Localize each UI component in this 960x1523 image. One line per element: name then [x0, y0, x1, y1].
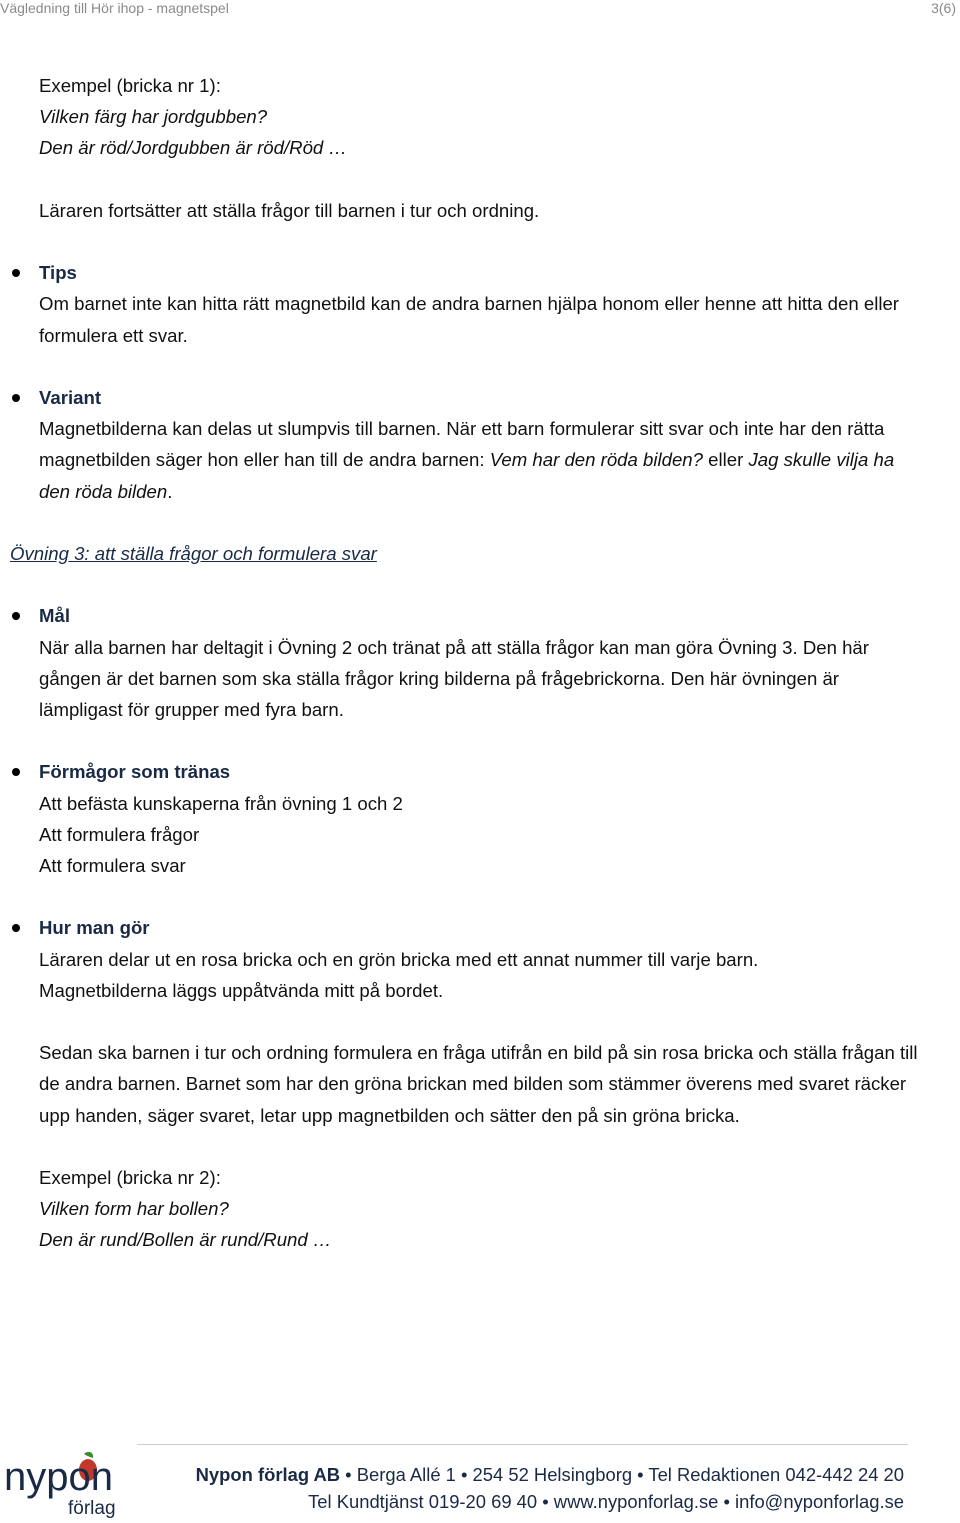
logo-text-top: nypon — [4, 1455, 113, 1499]
tips-text: Om barnet inte kan hitta rätt magnetbild kan de andra barnen hjälpa honom eller henne att hitta den eller formulera ett svar. — [39, 293, 899, 346]
mal-heading: Mål — [39, 600, 919, 631]
document-title: Vägledning till Hör ihop - magnetspel — [0, 0, 229, 16]
formagor-item: Att formulera frågor — [39, 823, 200, 845]
page-number: 3(6) — [931, 0, 956, 16]
page-header — [0, 0, 960, 18]
hur-heading: Hur man gör — [39, 912, 919, 943]
hur-line-2: Magnetbilderna läggs uppåtvända mitt på bordet. — [39, 979, 444, 1001]
footer-divider — [137, 1444, 908, 1445]
footer-line-2: Tel Kundtjänst 019-20 69 40 • www.nyponforlag.se • info@nyponforlag.se — [308, 1491, 904, 1512]
example-question: Vilken färg har jordgubben? — [39, 106, 268, 128]
example-2-answer: Den är rund/Bollen är rund/Rund … — [39, 1229, 332, 1251]
hur-line-1: Läraren delar ut en rosa bricka och en grön bricka med ett annat nummer till varje barn. — [39, 948, 759, 970]
hur-paragraph: Sedan ska barnen i tur och ordning formulera en fråga utifrån en bild på sin rosa bricka och ställa frågan till de andra barnen. Barnet som har den gröna brickan med bilden som stämmer överens med svaret räcker upp handen, säger svaret, letar upp magnetbilden och sätter den på sin gröna bricka. — [39, 1042, 918, 1126]
footer-address: • Berga Allé 1 • 254 52 Helsingborg • Tel Redaktionen 042-442 24 20 — [340, 1464, 904, 1485]
variant-heading: Variant — [39, 382, 919, 413]
nypon-logo — [2, 1450, 130, 1520]
footer-line-1 — [196, 1464, 904, 1486]
example-answer: Den är röd/Jordgubben är röd/Röd … — [39, 137, 348, 159]
variant-text: Magnetbilderna kan delas ut slumpvis till barnen. När ett barn formulerar sitt svar och inte har den rätta magnetbilden säger hon eller han till de andra barnen: Vem har den röda bilden? eller Jag skulle vilja ha den röda bilden. — [39, 418, 895, 502]
example-2-question: Vilken form har bollen? — [39, 1198, 229, 1220]
page-content — [10, 70, 919, 1256]
formagor-item: Att formulera svar — [39, 854, 186, 876]
tips-heading: Tips — [39, 257, 919, 288]
logo-text-bottom: förlag — [68, 1498, 116, 1519]
footer-brand: Nypon förlag AB — [195, 1464, 341, 1485]
formagor-heading: Förmågor som tränas — [39, 756, 919, 787]
formagor-item: Att befästa kunskaperna från övning 1 och 2 — [39, 792, 403, 814]
example-label: Exempel (bricka nr 1): — [39, 75, 221, 96]
section-heading-ovning3: Övning 3: att ställa frågor och formulera svar — [10, 542, 377, 564]
example-2-label: Exempel (bricka nr 2): — [39, 1166, 221, 1188]
continue-text: Läraren fortsätter att ställa frågor till barnen i tur och ordning. — [39, 199, 540, 221]
mal-text: När alla barnen har deltagit i Övning 2 och tränat på att ställa frågor kan man göra Övning 3. Den här gången är det barnen som ska ställa frågor kring bilderna på frågebrickorna. Den här övningen är lämpligast för grupper med fyra barn. — [39, 636, 869, 720]
